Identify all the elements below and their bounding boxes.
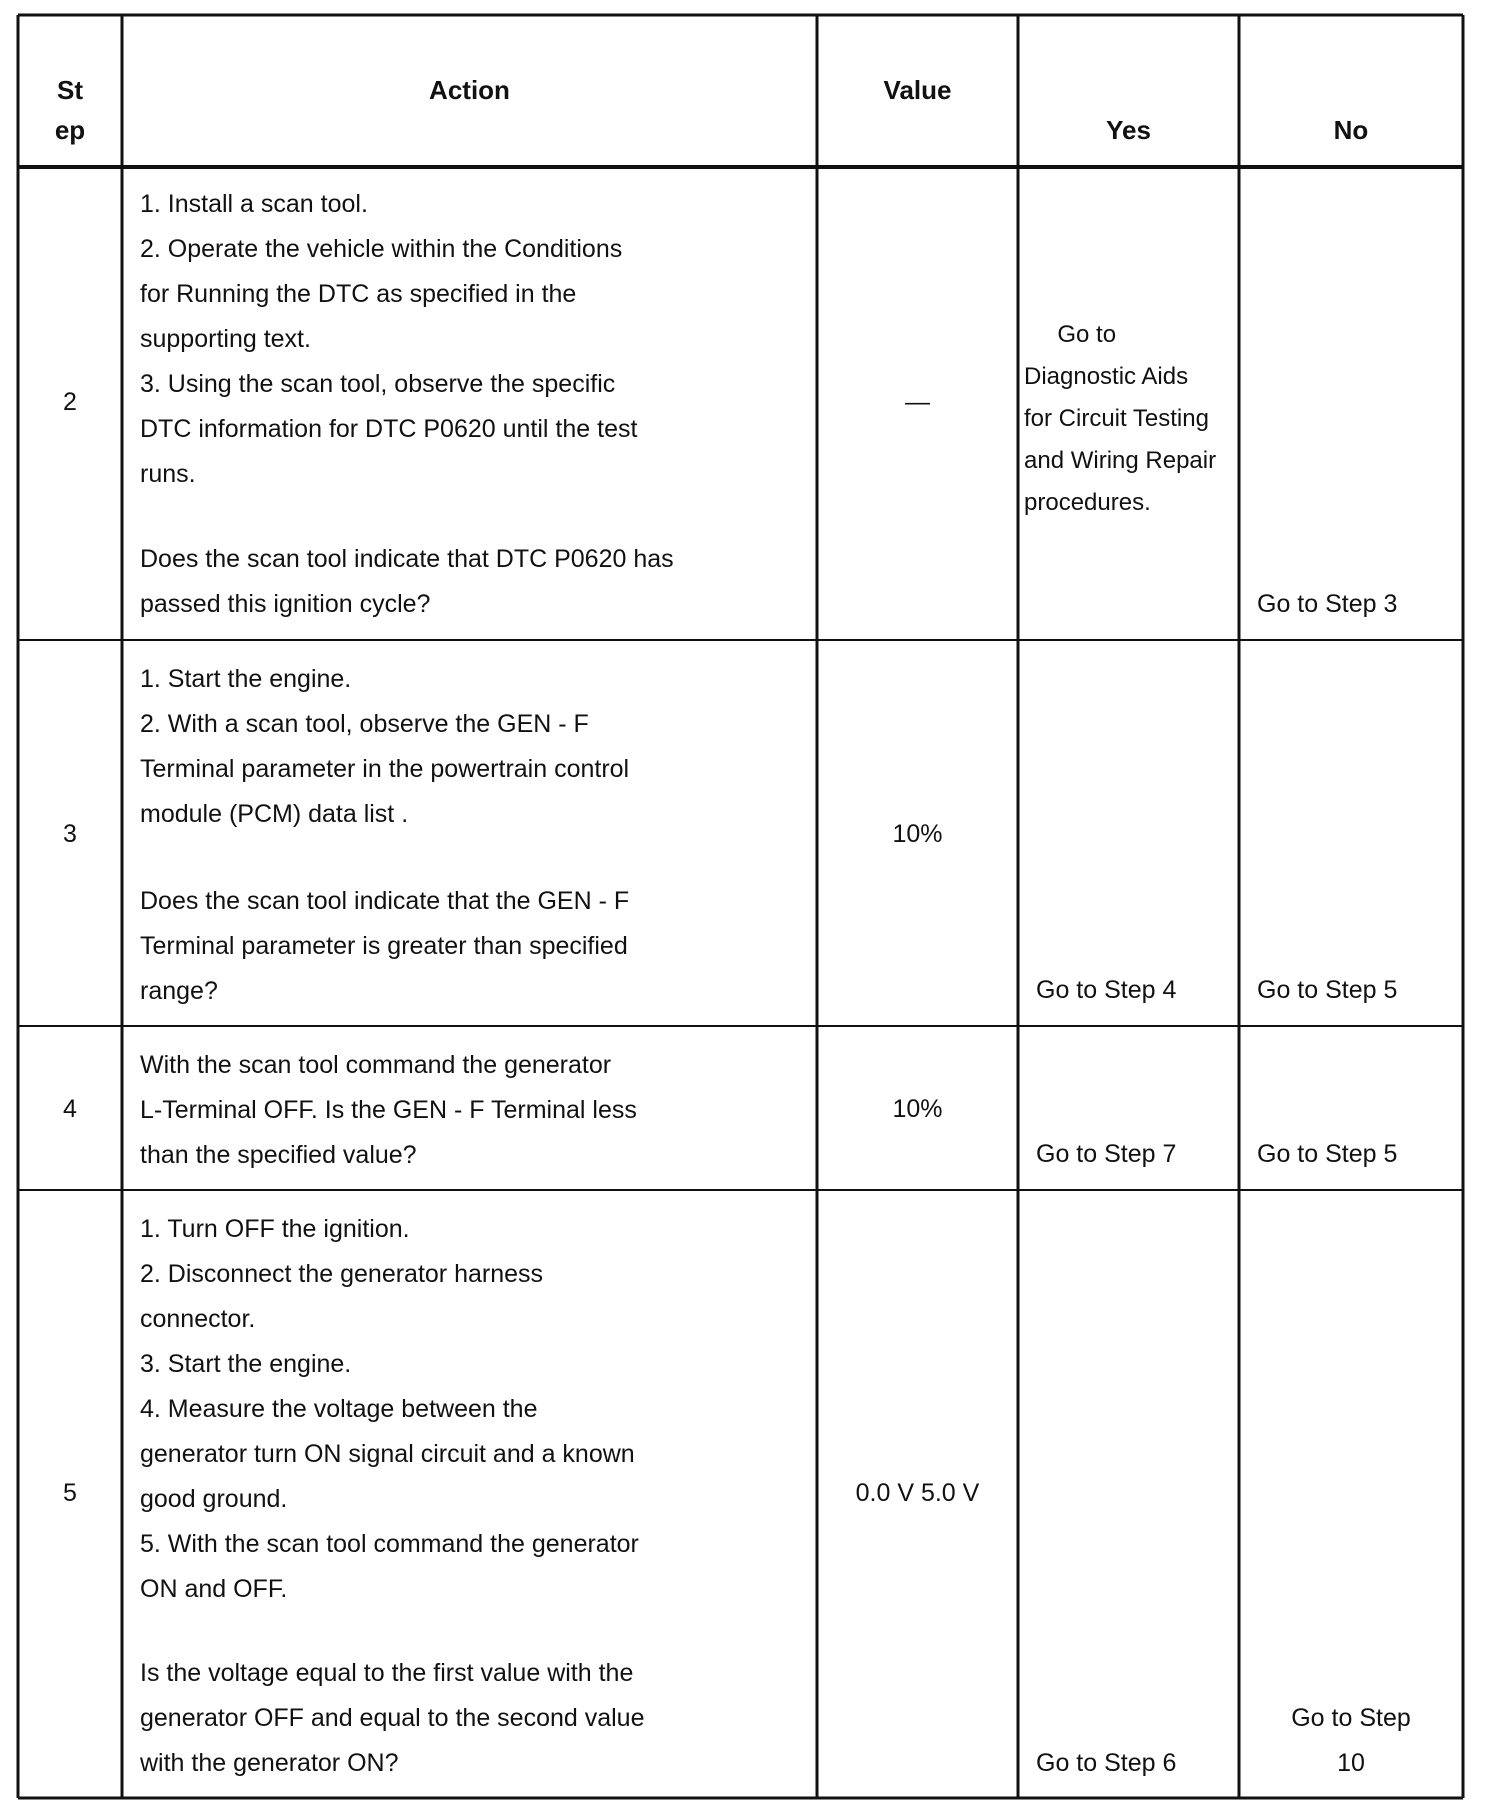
action-question (140, 537, 810, 627)
yes-line: procedures. (1024, 489, 1151, 516)
yes-line: Go to Step 7 (1036, 1140, 1177, 1168)
action-line: 1. Turn OFF the ignition. (140, 1215, 410, 1243)
step-number: 3 (63, 820, 77, 848)
action-question (140, 879, 810, 1014)
action-line: 1. Start the engine. (140, 665, 352, 693)
step-number: 4 (63, 1095, 77, 1123)
header-no: No (1333, 115, 1369, 145)
value-cell: 0.0 V 5.0 V (855, 1479, 980, 1507)
action-line: 2. Disconnect the generator harness (140, 1260, 544, 1288)
no-line: Go to Step 3 (1257, 590, 1398, 618)
yes-cell (1036, 1741, 1236, 1786)
yes-line: for Circuit Testing (1024, 405, 1209, 432)
action-text (140, 1207, 810, 1612)
header-action: Action (429, 75, 510, 105)
action-line: connector. (140, 1305, 256, 1333)
action-line: than the specified value? (140, 1141, 417, 1169)
action-line: supporting text. (140, 325, 311, 353)
action-line: 3. Start the engine. (140, 1350, 352, 1378)
no-cell (1257, 968, 1457, 1013)
step-number: 2 (63, 388, 77, 416)
question-line: with the generator ON? (140, 1749, 399, 1777)
yes-cell (1036, 968, 1236, 1013)
header-step (22, 70, 118, 150)
yes-cell (1024, 314, 1236, 524)
yes-line: Go to Step 6 (1036, 1749, 1177, 1777)
action-line: DTC information for DTC P0620 until the test (140, 415, 638, 443)
action-line: ON and OFF. (140, 1575, 288, 1603)
no-cell (1239, 1696, 1463, 1786)
no-line: Go to Step 5 (1257, 976, 1398, 1004)
action-text (140, 657, 810, 837)
no-line: Go to Step (1291, 1704, 1411, 1732)
action-question (140, 1651, 810, 1786)
header-value: Value (883, 75, 952, 105)
question-line: Does the scan tool indicate that DTC P0620 has (140, 545, 674, 573)
question-line: passed this ignition cycle? (140, 590, 431, 618)
yes-line: and Wiring Repair (1024, 447, 1217, 474)
value-cell: — (905, 388, 930, 416)
yes-cell (1036, 1132, 1236, 1177)
action-line: Terminal parameter in the powertrain control (140, 755, 630, 783)
header-yes: Yes (1106, 115, 1151, 145)
yes-line: Diagnostic Aids (1024, 363, 1189, 390)
question-line: Is the voltage equal to the first value with the (140, 1659, 634, 1687)
action-line: runs. (140, 460, 196, 488)
action-line: module (PCM) data list . (140, 800, 409, 828)
no-line: 10 (1337, 1749, 1365, 1777)
value-cell: 10% (892, 1095, 943, 1123)
question-line: generator OFF and equal to the second value (140, 1704, 645, 1732)
action-line: 5. With the scan tool command the generator (140, 1530, 639, 1558)
yes-line: Go to (1024, 321, 1117, 348)
question-line: Does the scan tool indicate that the GEN - F (140, 887, 630, 915)
action-text (140, 1043, 810, 1178)
action-line: L-Terminal OFF. Is the GEN - F Terminal less (140, 1096, 637, 1124)
no-cell (1257, 1132, 1457, 1177)
question-line: Terminal parameter is greater than specified (140, 932, 628, 960)
action-line: for Running the DTC as specified in the (140, 280, 577, 308)
no-line: Go to Step 5 (1257, 1140, 1398, 1168)
action-line: 1. Install a scan tool. (140, 190, 368, 218)
header-step-line-2: ep (54, 115, 86, 145)
header-step-line-1: St (57, 75, 83, 105)
action-line: good ground. (140, 1485, 288, 1513)
yes-line: Go to Step 4 (1036, 976, 1177, 1004)
action-line: With the scan tool command the generator (140, 1051, 612, 1079)
question-line: range? (140, 977, 218, 1005)
value-cell: 10% (892, 820, 943, 848)
action-line: 2. Operate the vehicle within the Conditions (140, 235, 623, 263)
step-number: 5 (63, 1479, 77, 1507)
action-line: 2. With a scan tool, observe the GEN - F (140, 710, 589, 738)
action-line: generator turn ON signal circuit and a known (140, 1440, 635, 1468)
action-line: 3. Using the scan tool, observe the specific (140, 370, 616, 398)
action-line: 4. Measure the voltage between the (140, 1395, 538, 1423)
no-cell (1257, 582, 1457, 627)
action-text (140, 182, 810, 497)
